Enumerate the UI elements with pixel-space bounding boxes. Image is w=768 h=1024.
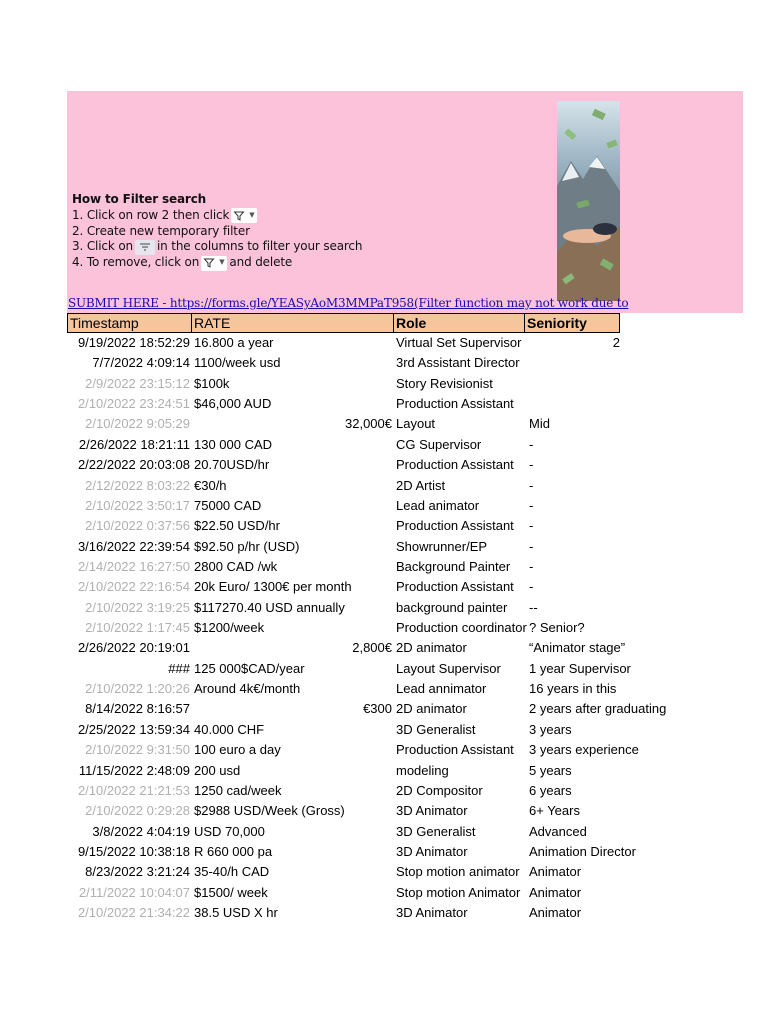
cell-role[interactable]: 2D Artist (396, 477, 446, 493)
table-row[interactable] (67, 476, 620, 496)
cell-seniority[interactable] (525, 353, 620, 373)
cell-rate[interactable]: USD 70,000 (194, 823, 265, 839)
cell-role[interactable]: Production Assistant (396, 457, 514, 473)
cell-role[interactable]: modeling (396, 762, 449, 778)
cell-timestamp[interactable]: 8/14/2022 8:16:57 (85, 701, 190, 717)
table-row[interactable] (67, 862, 620, 882)
table-row[interactable] (67, 496, 620, 516)
money-hands-image (557, 101, 620, 301)
cell-rate[interactable]: $92.50 p/hr (USD) (194, 538, 300, 554)
cell-rate[interactable]: 200 usd (194, 762, 241, 778)
cell-rate[interactable]: €30/h (194, 477, 227, 493)
cell-timestamp[interactable]: 2/25/2022 13:59:34 (77, 721, 190, 737)
cell-timestamp[interactable]: 11/15/2022 2:48:09 (78, 762, 190, 778)
table-row[interactable] (67, 394, 620, 414)
header-rate[interactable]: RATE (192, 313, 394, 333)
table-row[interactable] (67, 822, 620, 842)
table-body (67, 333, 667, 923)
filter-icon (231, 208, 257, 223)
cell-role[interactable]: 2D animator (396, 701, 467, 717)
table-row[interactable] (67, 761, 620, 781)
cell-rate[interactable]: 20.70USD/hr (194, 457, 270, 473)
table-row[interactable] (67, 740, 639, 760)
cell-seniority[interactable]: 5 years (529, 762, 572, 778)
instruction-step-2: 2. Create new temporary filter (72, 223, 250, 238)
cell-seniority[interactable]: - (529, 518, 534, 534)
table-row[interactable] (67, 435, 620, 455)
cell-seniority[interactable]: - (529, 436, 534, 452)
cell-seniority[interactable]: ? Senior? (529, 620, 585, 636)
cell-role[interactable]: 3D Generalist (396, 823, 476, 839)
cell-seniority[interactable] (525, 374, 620, 394)
cell-seniority[interactable]: 2 years after graduating (529, 701, 667, 717)
header-role[interactable]: Role (394, 313, 525, 333)
cell-rate[interactable]: $46,000 AUD (194, 396, 272, 412)
cell-timestamp[interactable]: 2/10/2022 22:16:54 (77, 579, 190, 595)
cell-rate[interactable]: $100k (194, 375, 230, 391)
cell-role[interactable]: Lead animator (396, 497, 480, 513)
instruction-step-3 (72, 239, 402, 255)
cell-rate[interactable]: 35-40/h CAD (194, 864, 270, 880)
table-row[interactable] (67, 577, 620, 597)
salary-table (67, 313, 667, 923)
table-row[interactable] (67, 801, 620, 821)
caret-down-icon: ▼ (249, 210, 255, 219)
cell-seniority[interactable]: - (529, 579, 534, 595)
table-row[interactable] (67, 883, 620, 903)
cell-role[interactable]: Showrunner/EP (396, 538, 488, 554)
cell-timestamp[interactable]: 2/10/2022 9:05:29 (85, 416, 190, 432)
cell-rate[interactable]: 16.800 a year (194, 335, 274, 350)
table-row[interactable] (67, 537, 620, 557)
cell-role[interactable]: Production Assistant (396, 518, 514, 534)
table-row[interactable] (67, 353, 620, 373)
cell-rate[interactable]: 20k Euro/ 1300€ per month (194, 579, 352, 595)
cell-timestamp[interactable]: 2/26/2022 20:19:01 (77, 640, 190, 656)
cell-rate[interactable]: 100 euro a day (194, 742, 281, 758)
cell-timestamp[interactable]: 9/19/2022 18:52:29 (77, 335, 190, 350)
cell-seniority[interactable]: Animator (529, 884, 582, 900)
cell-timestamp[interactable]: 2/14/2022 16:27:50 (77, 558, 190, 574)
cell-timestamp[interactable]: 2/10/2022 3:50:17 (85, 497, 190, 513)
step-1-text: 1. Click on row 2 then click (72, 207, 230, 222)
cell-seniority[interactable]: 3 years experience (529, 742, 639, 758)
cell-timestamp[interactable]: 2/22/2022 20:03:08 (77, 457, 190, 473)
cell-rate[interactable]: 130 000 CAD (194, 436, 273, 452)
cell-seniority[interactable]: - (529, 538, 534, 554)
cell-role[interactable]: Production Assistant (396, 396, 514, 412)
cell-seniority[interactable]: Animation Director (529, 843, 636, 859)
cell-timestamp[interactable]: 8/23/2022 3:21:24 (85, 864, 190, 880)
cell-seniority[interactable]: Advanced (529, 823, 587, 839)
cell-seniority[interactable]: - (529, 477, 534, 493)
cell-role[interactable]: Production Assistant (396, 579, 514, 595)
cell-timestamp[interactable]: 2/26/2022 18:21:11 (78, 436, 190, 452)
cell-role[interactable]: 2D animator (396, 640, 467, 656)
cell-timestamp[interactable]: 2/12/2022 8:03:22 (85, 477, 190, 493)
cell-timestamp[interactable]: 2/10/2022 1:20:26 (85, 681, 190, 697)
cell-role[interactable]: CG Supervisor (396, 436, 482, 452)
cell-role[interactable]: Production Assistant (396, 742, 514, 758)
table-row[interactable] (67, 842, 636, 862)
cell-rate[interactable]: €300 (363, 701, 392, 717)
instruction-step-1 (72, 208, 402, 224)
table-row[interactable] (67, 557, 620, 577)
cell-timestamp[interactable]: 2/11/2022 10:04:07 (78, 884, 190, 900)
cell-rate[interactable]: 40.000 CHF (194, 721, 265, 737)
table-row[interactable] (67, 720, 620, 740)
cell-seniority[interactable]: -- (529, 599, 538, 615)
cell-timestamp[interactable]: ### (168, 660, 190, 676)
cell-role[interactable]: 3D Generalist (396, 721, 476, 737)
cell-rate[interactable]: 2800 CAD /wk (194, 558, 278, 574)
cell-timestamp[interactable]: 9/15/2022 10:38:18 (77, 843, 190, 859)
table-row[interactable] (67, 679, 620, 699)
filter-instructions (72, 192, 402, 271)
cell-seniority[interactable]: Mid (529, 416, 550, 432)
cell-rate[interactable]: $2988 USD/Week (Gross) (194, 803, 345, 819)
table-row[interactable] (67, 903, 620, 923)
cell-role[interactable]: Lead annimator (396, 681, 487, 697)
table-row[interactable] (67, 374, 620, 394)
instruction-step-4 (72, 255, 402, 271)
cell-rate[interactable]: 38.5 USD X hr (194, 905, 278, 921)
table-row[interactable] (67, 598, 620, 618)
cell-seniority[interactable]: - (529, 497, 534, 513)
instructions-title: How to Filter search (72, 192, 207, 206)
cell-role[interactable]: Layout Supervisor (396, 660, 501, 676)
cell-timestamp[interactable]: 2/10/2022 21:34:22 (77, 905, 190, 921)
cell-seniority[interactable]: 6 years (529, 782, 572, 798)
table-row[interactable] (67, 333, 620, 353)
cell-rate[interactable]: 75000 CAD (194, 497, 262, 513)
cell-timestamp[interactable]: 3/8/2022 4:04:19 (92, 823, 190, 839)
step-3-text-b: in the columns to filter your search (156, 239, 363, 254)
cell-rate[interactable]: $117270.40 USD annually (194, 599, 345, 615)
cell-timestamp[interactable]: 2/9/2022 23:15:12 (85, 375, 190, 391)
cell-role[interactable]: 3D Animator (396, 843, 468, 859)
cell-seniority[interactable]: - (529, 457, 534, 473)
money-hands-illustration (557, 101, 620, 301)
table-row[interactable] (67, 638, 626, 658)
submit-form-link[interactable]: SUBMIT HERE - https://forms.gle/YEASyAoM3MMPaT958(Filter function may not work due to (68, 296, 629, 310)
caret-down-icon: ▼ (219, 258, 225, 267)
cell-timestamp[interactable]: 2/10/2022 0:29:28 (85, 803, 190, 819)
cell-seniority[interactable]: - (529, 558, 534, 574)
cell-role[interactable]: background painter (396, 599, 508, 615)
cell-role[interactable]: Stop motion animator (396, 864, 520, 880)
cell-seniority[interactable]: Animator (529, 864, 582, 880)
step-4-text-a: 4. To remove, click on (72, 255, 200, 270)
cell-rate[interactable]: 125 000$CAD/year (194, 660, 305, 676)
cell-timestamp[interactable]: 2/10/2022 3:19:25 (85, 599, 190, 615)
cell-role[interactable]: 3D Animator (396, 905, 468, 921)
step-3-text-a: 3. Click on (72, 239, 133, 254)
cell-seniority[interactable]: 1 year Supervisor (529, 660, 631, 676)
step-4-text-b: and delete (229, 255, 293, 270)
cell-rate[interactable]: 2,800€ (352, 640, 392, 656)
cell-role[interactable]: Background Painter (396, 558, 511, 574)
cell-timestamp[interactable]: 2/10/2022 0:37:56 (85, 518, 190, 534)
cell-seniority[interactable]: 2 (612, 335, 620, 350)
table-row[interactable] (67, 516, 620, 536)
cell-timestamp[interactable]: 7/7/2022 4:09:14 (92, 355, 190, 371)
cell-rate[interactable]: $1500/ week (194, 884, 268, 900)
cell-rate[interactable]: 1250 cad/week (194, 782, 282, 798)
cell-role[interactable]: Story Revisionist (396, 375, 493, 391)
cell-role[interactable]: Virtual Set Supervisor (396, 335, 522, 350)
cell-role[interactable]: Layout (396, 416, 436, 432)
cell-role[interactable]: 2D Compositor (396, 782, 483, 798)
cell-rate[interactable]: $22.50 USD/hr (194, 518, 280, 534)
table-row[interactable] (67, 659, 631, 679)
table-row[interactable] (67, 414, 620, 434)
cell-rate[interactable]: 1100/week usd (194, 355, 281, 371)
table-header-row (67, 313, 620, 333)
cell-seniority[interactable]: 6+ Years (529, 803, 580, 819)
cell-rate[interactable]: $1200/week (194, 620, 265, 636)
filter-lines-icon (135, 240, 155, 255)
cell-role[interactable]: 3D Animator (396, 803, 468, 819)
table-row[interactable] (67, 781, 620, 801)
cell-seniority[interactable]: “Animator stage” (529, 640, 626, 656)
cell-timestamp[interactable]: 2/10/2022 23:24:51 (77, 396, 190, 412)
cell-seniority[interactable]: Animator (529, 905, 582, 921)
header-seniority[interactable]: Seniority (525, 313, 620, 333)
cell-seniority[interactable]: 16 years in this (529, 681, 617, 697)
cell-rate[interactable]: R 660 000 pa (194, 843, 273, 859)
cell-timestamp[interactable]: 2/10/2022 1:17:45 (85, 620, 190, 636)
cell-rate[interactable]: 32,000€ (345, 416, 392, 432)
table-row[interactable] (67, 699, 667, 719)
cell-timestamp[interactable]: 2/10/2022 21:21:53 (77, 782, 190, 798)
cell-rate[interactable]: Around 4k€/month (194, 681, 301, 697)
cell-timestamp[interactable]: 3/16/2022 22:39:54 (77, 538, 190, 554)
cell-role[interactable]: Stop motion Animator (396, 884, 521, 900)
cell-role[interactable]: Production coordinator (396, 620, 527, 636)
table-row[interactable] (67, 618, 620, 638)
cell-timestamp[interactable]: 2/10/2022 9:31:50 (85, 742, 190, 758)
table-row[interactable] (67, 455, 620, 475)
cell-seniority[interactable]: 3 years (529, 721, 572, 737)
cell-seniority[interactable] (525, 394, 620, 414)
filter-icon (201, 256, 227, 271)
cell-role[interactable]: 3rd Assistant Director (396, 355, 520, 371)
header-timestamp[interactable]: Timestamp (67, 313, 192, 333)
